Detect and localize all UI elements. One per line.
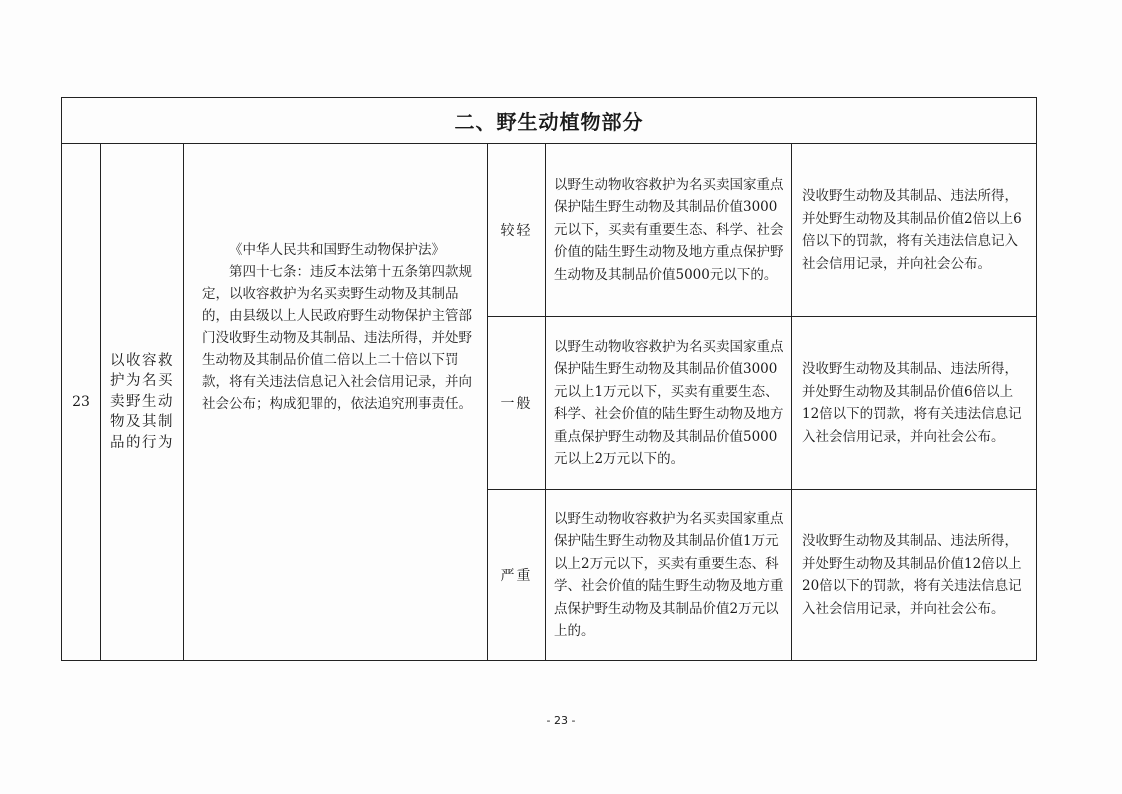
penalty-minor: 没收野生动物及其制品、违法所得，并处野生动物及其制品价值2倍以上6倍以下的罚款，将有关违法信息记入社会信用记录，并向社会公布。 — [792, 144, 1037, 317]
law-title: 《中华人民共和国野生动物保护法》 — [229, 242, 445, 258]
penalty-table — [61, 97, 1037, 661]
severity-level-minor: 较轻 — [488, 144, 546, 317]
page-number: - 23 - — [546, 714, 576, 727]
row-number: 23 — [62, 144, 101, 661]
penalty-serious: 没收野生动物及其制品、违法所得，并处野生动物及其制品价值12倍以上20倍以下的罚款，将有关违法信息记入社会信用记录，并向社会公布。 — [792, 490, 1037, 661]
legal-basis — [184, 144, 488, 661]
condition-serious: 以野生动物收容救护为名买卖国家重点保护陆生野生动物及其制品价值1万元以上2万元以下，买卖有重要生态、科学、社会价值的陆生野生动物及地方重点保护野生动物及其制品价值2万元以上的。 — [546, 490, 792, 661]
severity-level-general: 一般 — [488, 317, 546, 490]
severity-level-serious: 严重 — [488, 490, 546, 661]
section-title: 二、野生动植物部分 — [62, 98, 1037, 144]
violation-behavior: 以收容救护为名买卖野生动物及其制品的行为 — [101, 144, 184, 661]
condition-general: 以野生动物收容救护为名买卖国家重点保护陆生野生动物及其制品价值3000元以上1万元以下，买卖有重要生态、科学、社会价值的陆生野生动物及地方重点保护野生动物及其制品价值5000元以上2万元以下的。 — [546, 317, 792, 490]
penalty-general: 没收野生动物及其制品、违法所得，并处野生动物及其制品价值6倍以上12倍以下的罚款，将有关违法信息记入社会信用记录，并向社会公布。 — [792, 317, 1037, 490]
condition-minor: 以野生动物收容救护为名买卖国家重点保护陆生野生动物及其制品价值3000元以下，买卖有重要生态、科学、社会价值的陆生野生动物及地方重点保护野生动物及其制品价值5000元以下的。 — [546, 144, 792, 317]
law-article-text: 第四十七条：违反本法第十五条第四款规定，以收容救护为名买卖野生动物及其制品的，由县级以上人民政府野生动物保护主管部门没收野生动物及其制品、违法所得，并处野生动物及其制品价值二倍以上二十倍以下罚款，将有关违法信息记入社会信用记录，并向社会公布；构成犯罪的，依法追究刑事责任。 — [202, 264, 472, 412]
